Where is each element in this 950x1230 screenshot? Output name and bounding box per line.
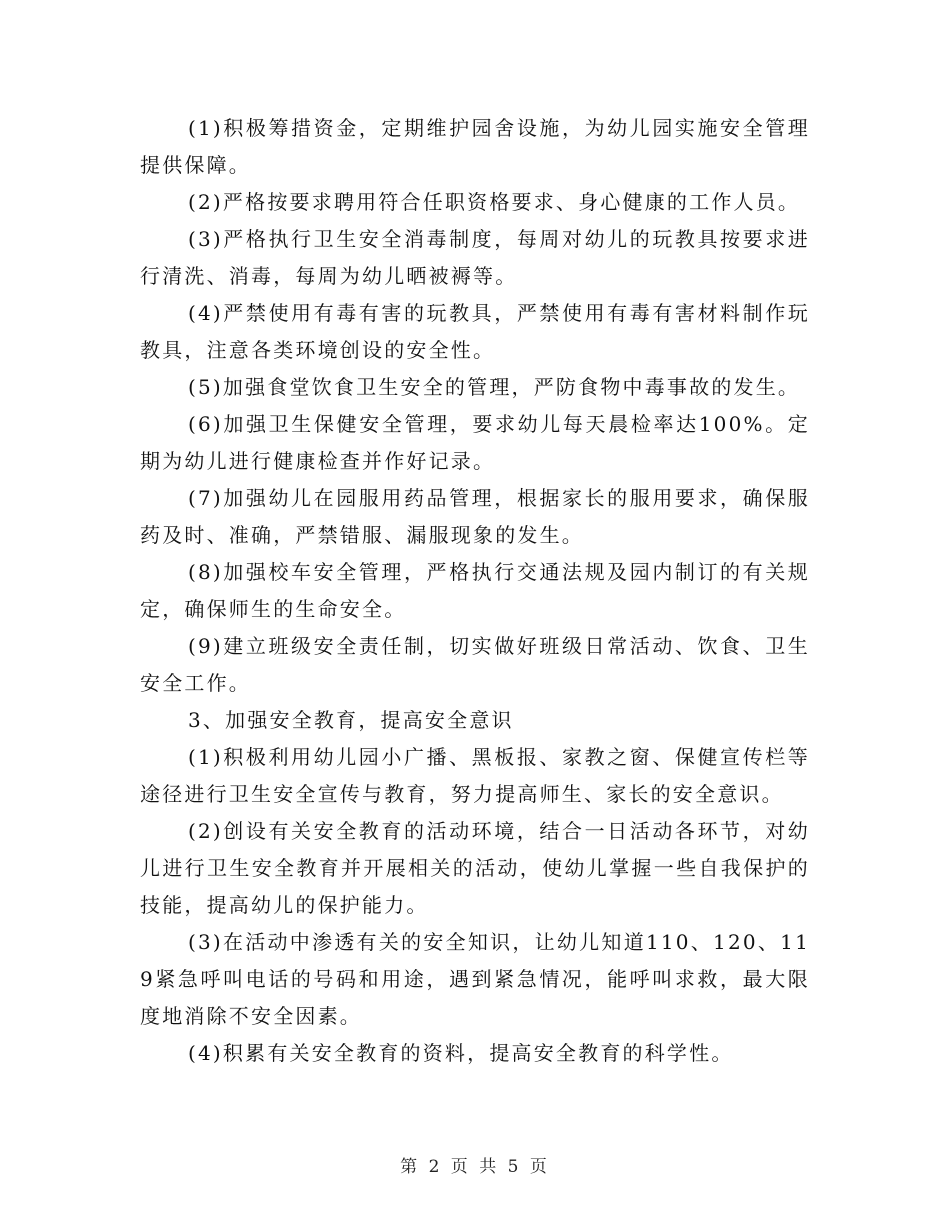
page-footer: 第 2 页 共 5 页 [400, 1157, 550, 1177]
paragraph-10: (1)积极利用幼儿园小广播、黑板报、家教之窗、保健宣传栏等途径进行卫生安全宣传与教育，努力提高师生、家长的安全意识。 [140, 745, 810, 806]
paragraph-1: (1)积极筹措资金，定期维护园舍设施，为幼儿园实施安全管理提供保障。 [140, 116, 810, 177]
paragraph-6: (6)加强卫生保健安全管理，要求幼儿每天晨检率达100%。定期为幼儿进行健康检查并作好记录。 [140, 412, 810, 473]
paragraph-11: (2)创设有关安全教育的活动环境，结合一日活动各环节，对幼儿进行卫生安全教育并开展相关的活动，使幼儿掌握一些自我保护的技能，提高幼儿的保护能力。 [140, 819, 810, 917]
paragraph-7: (7)加强幼儿在园服用药品管理，根据家长的服用要求，确保服药及时、准确，严禁错服、漏服现象的发生。 [140, 486, 810, 547]
paragraph-9: (9)建立班级安全责任制，切实做好班级日常活动、饮食、卫生安全工作。 [140, 634, 810, 695]
paragraph-13: (4)积累有关安全教育的资料，提高安全教育的科学性。 [188, 1041, 734, 1065]
paragraph-5: (5)加强食堂饮食卫生安全的管理，严防食物中毒事故的发生。 [188, 375, 801, 399]
paragraph-12: (3)在活动中渗透有关的安全知识，让幼儿知道110、120、119紧急呼叫电话的号码和用途，遇到紧急情况，能呼叫求救，最大限度地消除不安全因素。 [140, 930, 810, 1028]
paragraph-3: (3)严格执行卫生安全消毒制度，每周对幼儿的玩教具按要求进行清洗、消毒，每周为幼儿晒被褥等。 [140, 227, 810, 288]
paragraph-8: (8)加强校车安全管理，严格执行交通法规及园内制订的有关规定，确保师生的生命安全。 [140, 560, 810, 621]
document-body [140, 110, 810, 1072]
section-heading: 3、加强安全教育，提高安全意识 [188, 708, 514, 732]
paragraph-4: (4)严禁使用有毒有害的玩教具，严禁使用有毒有害材料制作玩教具，注意各类环境创设的安全性。 [140, 301, 810, 362]
paragraph-2: (2)严格按要求聘用符合任职资格要求、身心健康的工作人员。 [188, 190, 801, 214]
